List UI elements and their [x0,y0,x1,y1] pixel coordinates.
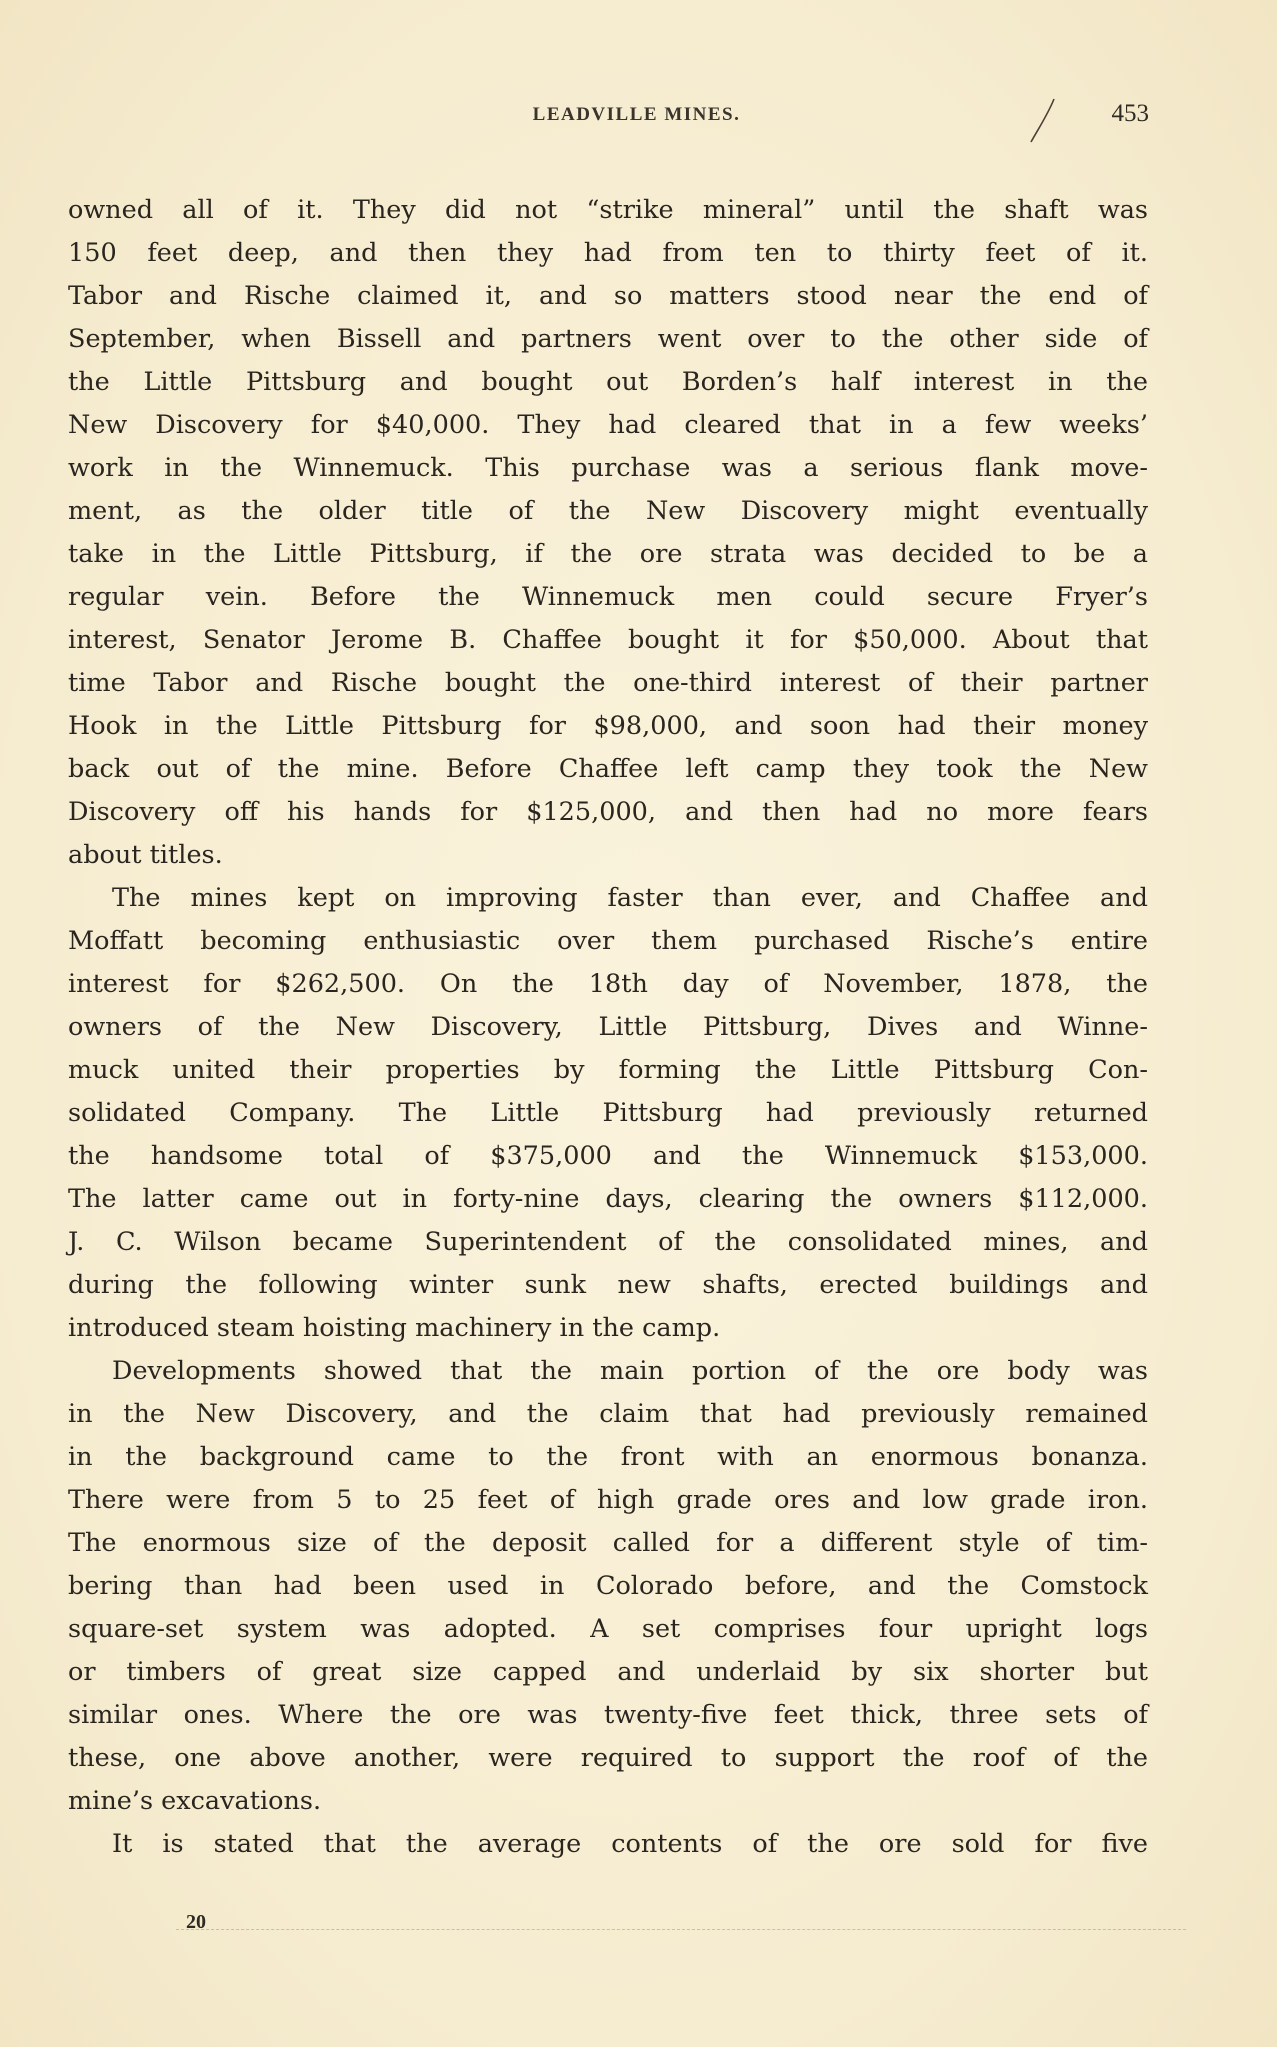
text-line: Hook in the Little Pittsburg for $98,000, and soon had their money [68,711,1148,741]
text-line: in the New Discovery, and the claim that had previously remained [68,1399,1148,1429]
text-line: the handsome total of $375,000 and the Winnemuck $153,000. [68,1141,1148,1171]
text-line: interest for $262,500. On the 18th day of November, 1878, the [68,969,1148,999]
text-line: There were from 5 to 25 feet of high grade ores and low grade iron. [68,1485,1148,1515]
running-title [0,104,1277,126]
text-line: regular vein. Before the Winnemuck men could secure Fryer’s [68,582,1148,612]
text-line: muck united their properties by forming the Little Pittsburg Con- [68,1055,1148,1085]
text-line: work in the Winnemuck. This purchase was a serious flank move- [68,453,1148,483]
text-line: square-set system was adopted. A set comprises four upright logs [68,1614,1148,1644]
text-line: similar ones. Where the ore was twenty-five feet thick, three sets of [68,1700,1148,1730]
text-line: take in the Little Pittsburg, if the ore strata was decided to be a [68,539,1148,569]
text-line: Developments showed that the main portion of the ore body was [112,1356,1148,1386]
text-line: these, one above another, were required to support the roof of the [68,1743,1148,1773]
text-line: Discovery off his hands for $125,000, and then had no more fears [68,797,1148,827]
text-line: in the background came to the front with an enormous bonanza. [68,1442,1148,1472]
text-line: ment, as the older title of the New Discovery might eventually [68,496,1148,526]
faint-rule [176,1929,1186,1930]
text-line: or timbers of great size capped and underlaid by six shorter but [68,1657,1148,1687]
signature-mark: 20 [186,1911,206,1933]
text-line: September, when Bissell and partners went over to the other side of [68,324,1148,354]
page-number: 453 [1111,100,1149,127]
text-line: owners of the New Discovery, Little Pittsburg, Dives and Winne- [68,1012,1148,1042]
text-line: It is stated that the average contents of the ore sold for five [112,1829,1148,1859]
text-line: mine’s excavations. [68,1786,322,1816]
text-line: time Tabor and Rische bought the one-third interest of their partner [68,668,1148,698]
text-line: about titles. [68,840,223,870]
text-line: introduced steam hoisting machinery in the camp. [68,1313,721,1343]
text-line: The enormous size of the deposit called for a different style of tim- [68,1528,1148,1558]
text-line: owned all of it. They did not “strike mineral” until the shaft was [68,195,1148,225]
body-text [68,189,1148,1866]
text-line: solidated Company. The Little Pittsburg had previously returned [68,1098,1148,1128]
text-line: bering than had been used in Colorado before, and the Comstock [68,1571,1148,1601]
text-line: 150 feet deep, and then they had from ten to thirty feet of it. [68,238,1148,268]
text-line: New Discovery for $40,000. They had cleared that in a few weeks’ [68,410,1148,440]
text-line: The mines kept on improving faster than ever, and Chaffee and [112,883,1148,913]
pencil-slash-mark [1028,96,1058,146]
text-line: The latter came out in forty-nine days, clearing the owners $112,000. [68,1184,1148,1214]
text-line: Moffatt becoming enthusiastic over them purchased Rische’s entire [68,926,1148,956]
text-line: the Little Pittsburg and bought out Borden’s half interest in the [68,367,1148,397]
text-line: interest, Senator Jerome B. Chaffee bought it for $50,000. About that [68,625,1148,655]
running-title-text: LEADVILLE MINES. [532,104,741,125]
text-line: during the following winter sunk new shafts, erected buildings and [68,1270,1148,1300]
text-line: J. C. Wilson became Superintendent of the consolidated mines, and [68,1227,1148,1257]
text-line: back out of the mine. Before Chaffee left camp they took the New [68,754,1148,784]
text-line: Tabor and Rische claimed it, and so matters stood near the end of [68,281,1148,311]
